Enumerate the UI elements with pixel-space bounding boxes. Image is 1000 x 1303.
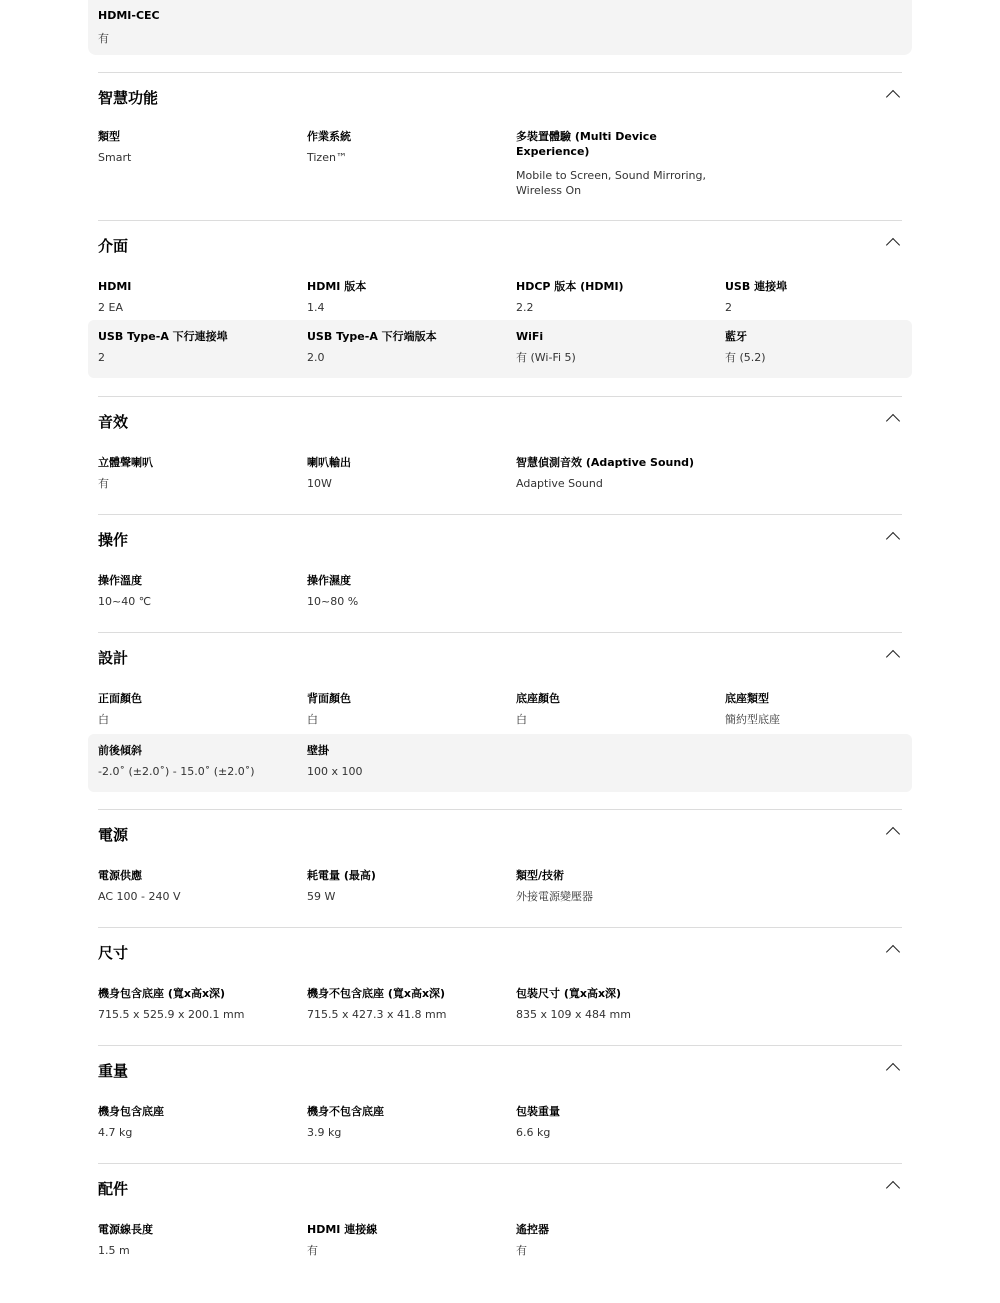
spec-section (88, 72, 912, 212)
spec-label: 底座顏色 (516, 692, 560, 705)
spec-label: HDMI (98, 280, 132, 293)
spec-value: 簡約型底座 (725, 713, 780, 726)
section-title[interactable]: 設計 (98, 649, 129, 667)
section-divider (98, 632, 902, 633)
spec-section (88, 632, 912, 778)
spec-row (88, 1213, 912, 1271)
spec-row (88, 734, 912, 792)
section-divider (98, 927, 902, 928)
spec-row (88, 120, 912, 197)
spec-section (88, 220, 912, 364)
spec-value: 2 (725, 301, 732, 314)
section-title[interactable]: 電源 (98, 826, 129, 844)
spec-label: 智慧偵測音效 (Adaptive Sound) (516, 456, 695, 469)
spec-label: 遙控器 (516, 1223, 549, 1236)
section-title[interactable]: 音效 (98, 413, 129, 431)
section-title[interactable]: 重量 (98, 1062, 129, 1080)
spec-label: 藍牙 (725, 330, 747, 343)
spec-row (88, 682, 912, 740)
section-title[interactable]: 介面 (98, 237, 129, 255)
spec-value: 1.5 m (98, 1244, 130, 1257)
section-title[interactable]: 智慧功能 (98, 89, 159, 107)
spec-label: 電源線長度 (98, 1223, 153, 1236)
section-title[interactable]: 操作 (98, 531, 129, 549)
chevron-up-icon[interactable] (886, 945, 900, 959)
spec-value: 59 W (307, 890, 336, 903)
spec-label: 壁掛 (307, 744, 329, 757)
spec-value: 10~80 % (307, 595, 359, 608)
spec-label: 前後傾斜 (98, 744, 142, 757)
spec-row (88, 564, 912, 622)
chevron-up-icon[interactable] (886, 532, 900, 546)
spec-value: 有 (Wi-Fi 5) (516, 351, 576, 364)
spec-value: 835 x 109 x 484 mm (516, 1008, 631, 1021)
spec-value: 715.5 x 427.3 x 41.8 mm (307, 1008, 447, 1021)
section-divider (98, 220, 902, 221)
section-divider (98, 809, 902, 810)
spec-value: 2.2 (516, 301, 534, 314)
spec-row (88, 446, 912, 504)
spec-label: 機身不包含底座 (寬x高x深) (307, 987, 446, 1000)
spec-label: 喇叭輸出 (307, 456, 351, 469)
chevron-up-icon[interactable] (886, 650, 900, 664)
section-divider (98, 1163, 902, 1164)
spec-value: 有 (5.2) (725, 351, 766, 364)
spec-label: 機身不包含底座 (307, 1105, 384, 1118)
spec-value: Tizen™ (307, 151, 347, 164)
spec-label: 包裝重量 (516, 1105, 560, 1118)
spec-row (88, 1095, 912, 1153)
chevron-up-icon[interactable] (886, 827, 900, 841)
spec-value: 外接電源變壓器 (516, 890, 593, 903)
chevron-up-icon[interactable] (886, 90, 900, 104)
spec-label: USB 連接埠 (725, 280, 788, 293)
spec-value: 6.6 kg (516, 1126, 551, 1139)
spec-value: Mobile to Screen, Sound Mirroring, Wireless On (516, 169, 706, 197)
spec-value: 1.4 (307, 301, 325, 314)
spec-value: 10W (307, 477, 332, 490)
spec-value: 2.0 (307, 351, 325, 364)
section-divider (98, 514, 902, 515)
chevron-up-icon[interactable] (886, 238, 900, 252)
spec-label: HDMI-CEC (98, 9, 160, 22)
spec-label: 操作濕度 (307, 574, 351, 587)
spec-label: 機身包含底座 (寬x高x深) (98, 987, 226, 1000)
chevron-up-icon[interactable] (886, 414, 900, 428)
section-divider (98, 396, 902, 397)
spec-label: HDMI 連接線 (307, 1223, 378, 1236)
spec-value: AC 100 - 240 V (98, 890, 181, 903)
spec-value: -2.0˚ (±2.0˚) - 15.0˚ (±2.0˚) (98, 765, 255, 778)
chevron-up-icon[interactable] (886, 1063, 900, 1077)
spec-label: 背面顏色 (307, 692, 351, 705)
spec-value: 715.5 x 525.9 x 200.1 mm (98, 1008, 245, 1021)
spec-label: HDMI 版本 (307, 280, 367, 293)
spec-row (88, 859, 912, 917)
spec-label: 正面顏色 (98, 692, 142, 705)
spec-label: USB Type-A 下行端版本 (307, 330, 437, 343)
spec-label: 類型 (98, 130, 120, 143)
spec-label: 底座類型 (725, 692, 769, 705)
spec-value: Adaptive Sound (516, 477, 603, 490)
spec-row-hdmi-cec (88, 0, 912, 55)
spec-value: 2 EA (98, 301, 123, 314)
spec-label: 立體聲喇叭 (98, 456, 153, 469)
spec-value: Smart (98, 151, 132, 164)
section-title[interactable]: 配件 (98, 1180, 129, 1198)
spec-label: 耗電量 (最高) (307, 869, 376, 882)
spec-label: 類型/技術 (516, 869, 565, 882)
spec-label: 操作溫度 (98, 574, 142, 587)
spec-label: 多裝置體驗 (Multi Device Experience) (516, 130, 657, 158)
spec-row (88, 320, 912, 378)
spec-value: 白 (516, 713, 527, 726)
spec-value: 4.7 kg (98, 1126, 133, 1139)
section-divider (98, 72, 902, 73)
spec-row (88, 977, 912, 1035)
section-title[interactable]: 尺寸 (98, 944, 129, 962)
section-divider (98, 1045, 902, 1046)
spec-label: USB Type-A 下行連接埠 (98, 330, 228, 343)
spec-value: 有 (98, 32, 109, 45)
spec-value: 100 x 100 (307, 765, 363, 778)
spec-value: 10~40 ℃ (98, 595, 152, 608)
spec-label: 機身包含底座 (98, 1105, 164, 1118)
spec-section (88, 1163, 912, 1303)
spec-value: 有 (307, 1244, 318, 1257)
spec-value: 2 (98, 351, 105, 364)
spec-value: 有 (516, 1244, 527, 1257)
spec-value: 3.9 kg (307, 1126, 342, 1139)
spec-label: 包裝尺寸 (寬x高x深) (516, 987, 622, 1000)
chevron-up-icon[interactable] (886, 1181, 900, 1195)
spec-value: 有 (98, 477, 109, 490)
spec-value: 白 (98, 713, 109, 726)
spec-label: WiFi (516, 330, 544, 343)
spec-label: 作業系統 (307, 130, 351, 143)
spec-label: 電源供應 (98, 869, 142, 882)
spec-label: HDCP 版本 (HDMI) (516, 280, 624, 293)
spec-value: 白 (307, 713, 318, 726)
